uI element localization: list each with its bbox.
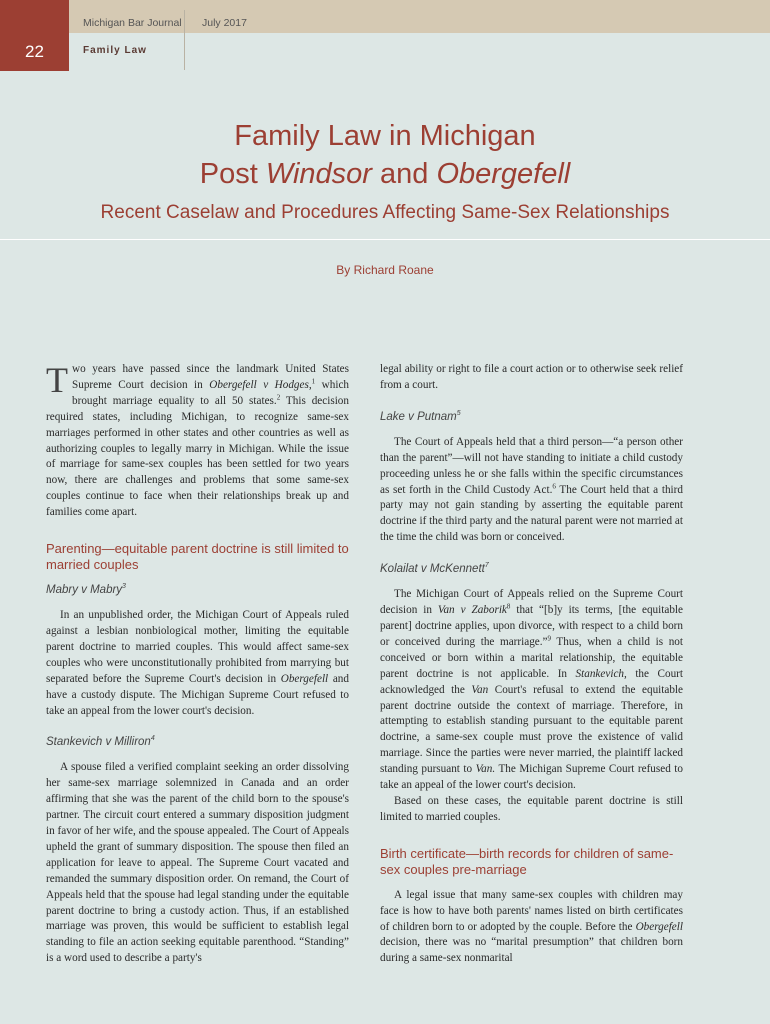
case-name: Obergefell <box>635 920 683 933</box>
paragraph-birth-certificate <box>380 888 683 968</box>
journal-name: Michigan Bar Journal <box>83 17 182 29</box>
footnote-ref: 9 <box>547 634 552 643</box>
case-name: Van v Zaborik <box>437 604 507 617</box>
paragraph-mabry <box>46 608 349 719</box>
text: This decision required states, including Michigan, to recognize same-sex marriages performed in other states and other countries as well as authorizing couples to legally marry in Michigan. While the issue of marriage for same-sex couples has been settled for two years now, there are challenges and problems that some same-sex couples continue to face when their relationships break up and families come apart. <box>46 394 349 519</box>
byline: By Richard Roane <box>336 263 434 277</box>
title-line-1: Family Law in Michigan <box>234 120 536 152</box>
section-heading-parenting: Parenting—equitable parent doctrine is still limited to married couples <box>46 541 349 573</box>
text: The Michigan Court of Appeals relied on the Supreme Court decision in <box>380 588 683 617</box>
case-name: Stankevich v Milliron <box>46 736 151 749</box>
footnote-ref: 1 <box>311 377 316 386</box>
left-column <box>46 362 349 967</box>
footnote-ref: 5 <box>456 409 461 417</box>
case-name: Van <box>471 683 489 696</box>
text: In an unpublished order, the Michigan Court of Appeals ruled against a lesbian nonbiological mother, limiting the equitable parent doctrine to married couples. This would affect same-sex couples who were unconstitutionally prohibited from marrying but separated before the Supreme Court's decision in <box>46 609 349 685</box>
title-case-obergefell: Obergefell <box>436 158 571 190</box>
paragraph-lake <box>380 435 683 546</box>
intro-paragraph <box>46 362 349 521</box>
case-name: Stankevich, <box>575 667 627 680</box>
issue-date: July 2017 <box>202 17 247 29</box>
text: wo years have passed since the landmark United States Supreme Court decision in <box>72 363 349 391</box>
case-name: Obergefell v Hodges, <box>209 378 312 391</box>
page-number: 22 <box>25 42 44 61</box>
page-number-badge <box>0 0 69 71</box>
case-name: Van. <box>475 763 496 776</box>
header-divider <box>184 10 185 70</box>
text: decision, there was no “marital presumption” that children born during a same-sex nonmarital <box>380 936 683 965</box>
footnote-ref: 4 <box>150 735 155 743</box>
case-name: Mabry v Mabry <box>46 584 123 597</box>
case-heading-kolailat <box>380 562 683 577</box>
title-line-2 <box>0 155 770 193</box>
footnote-ref: 8 <box>506 602 511 611</box>
footnote-ref: 2 <box>276 393 281 402</box>
footnote-ref: 6 <box>552 481 556 490</box>
footnote-ref: 7 <box>484 562 489 570</box>
footnote-ref: 3 <box>122 583 126 591</box>
paragraph-stankevich: A spouse filed a verified complaint seeking an order dissolving her same-sex marriage solemnized in Canada and an order affirming that she was the parent of the child born to the spouse's partner. The circuit court entered a summary disposition judgment in favor of her wife, and the spouse appealed. The Court of Appeals upheld the grant of summary disposition. The spouse then filed an application for leave to appeal. The Supreme Court vacated and remanded the summary disposition order. On remand, the Court of Appeals held that the spouse had legal standing under the equitable parent doctrine to bring a custody action. Thus, if an established marriage was proven, this would be sufficient to establish legal standing to file an action seeking equitable parenthood. “Standing” is a word used to describe a party's <box>46 761 350 965</box>
title-text: Post <box>199 158 266 190</box>
text: the Court acknowledged the <box>380 667 683 696</box>
drop-cap: T <box>46 360 68 400</box>
section-heading-birth-certificate: Birth certificate—birth records for children of same-sex couples pre-marriage <box>380 845 674 877</box>
case-name: Kolailat v McKennett <box>380 563 485 576</box>
article-subtitle: Recent Caselaw and Procedures Affecting Same-Sex Relationships <box>100 202 670 223</box>
title-case-windsor: Windsor <box>265 158 372 190</box>
text: Court's refusal to extend the equitable parent doctrine outside the context of marriage. Therefore, in attempting to establish standing pursuant to the equitable parent doctrine, a same-sex couple must prove the existence of valid marriage. Since the parties were never married, the plaintiff lacked standing pursuant to <box>380 683 684 776</box>
text: A legal issue that many same-sex couples with children may face is how to have both parents' names listed on birth certificates of children born to or adopted by the couple. Before the <box>380 888 683 933</box>
section-label: Family Law <box>83 45 147 56</box>
case-name: Obergefell <box>280 672 329 685</box>
text: which brought marriage equality to all 50 states. <box>72 378 350 407</box>
title-text: and <box>371 158 437 190</box>
paragraph-continued: legal ability or right to file a court action or to otherwise seek relief from a court. <box>380 363 683 391</box>
text: and have a custody dispute. The Michigan Supreme Court refused to take an appeal from the lower court's decision. <box>46 672 349 717</box>
paragraph-kolailat <box>380 587 683 794</box>
divider <box>0 239 770 240</box>
case-heading-lake <box>380 410 683 425</box>
case-heading-mabry <box>46 583 349 598</box>
text: that “[b]y its terms, [the equitable parent] doctrine applies, upon divorce, with respect to a child born or conceived during the marriage.” <box>380 604 683 648</box>
right-column <box>380 362 683 967</box>
text: Thus, when a child is not conceived or born within a marital relationship, the equitable parent doctrine is not applicable. In <box>380 635 683 680</box>
case-heading-stankevich <box>46 735 349 750</box>
text: The Court held that a third party may not gain standing by asserting the equitable parent doctrine if the third party and the natural parent were not married at the time the child was born or conceived. <box>380 483 683 544</box>
case-name: Lake v Putnam <box>380 410 457 423</box>
text: The Court of Appeals held that a third person—“a person other than the parent”—will not have standing to initiate a child custody proceeding unless he or she falls within the specific circumstances as set forth in the Child Custody Act. <box>380 435 683 496</box>
paragraph-conclusion: Based on these cases, the equitable parent doctrine is still limited to married couples. <box>380 794 683 823</box>
article-title <box>0 117 770 193</box>
text: The Michigan Supreme Court refused to take an appeal of the lower court's decision. <box>380 763 683 792</box>
